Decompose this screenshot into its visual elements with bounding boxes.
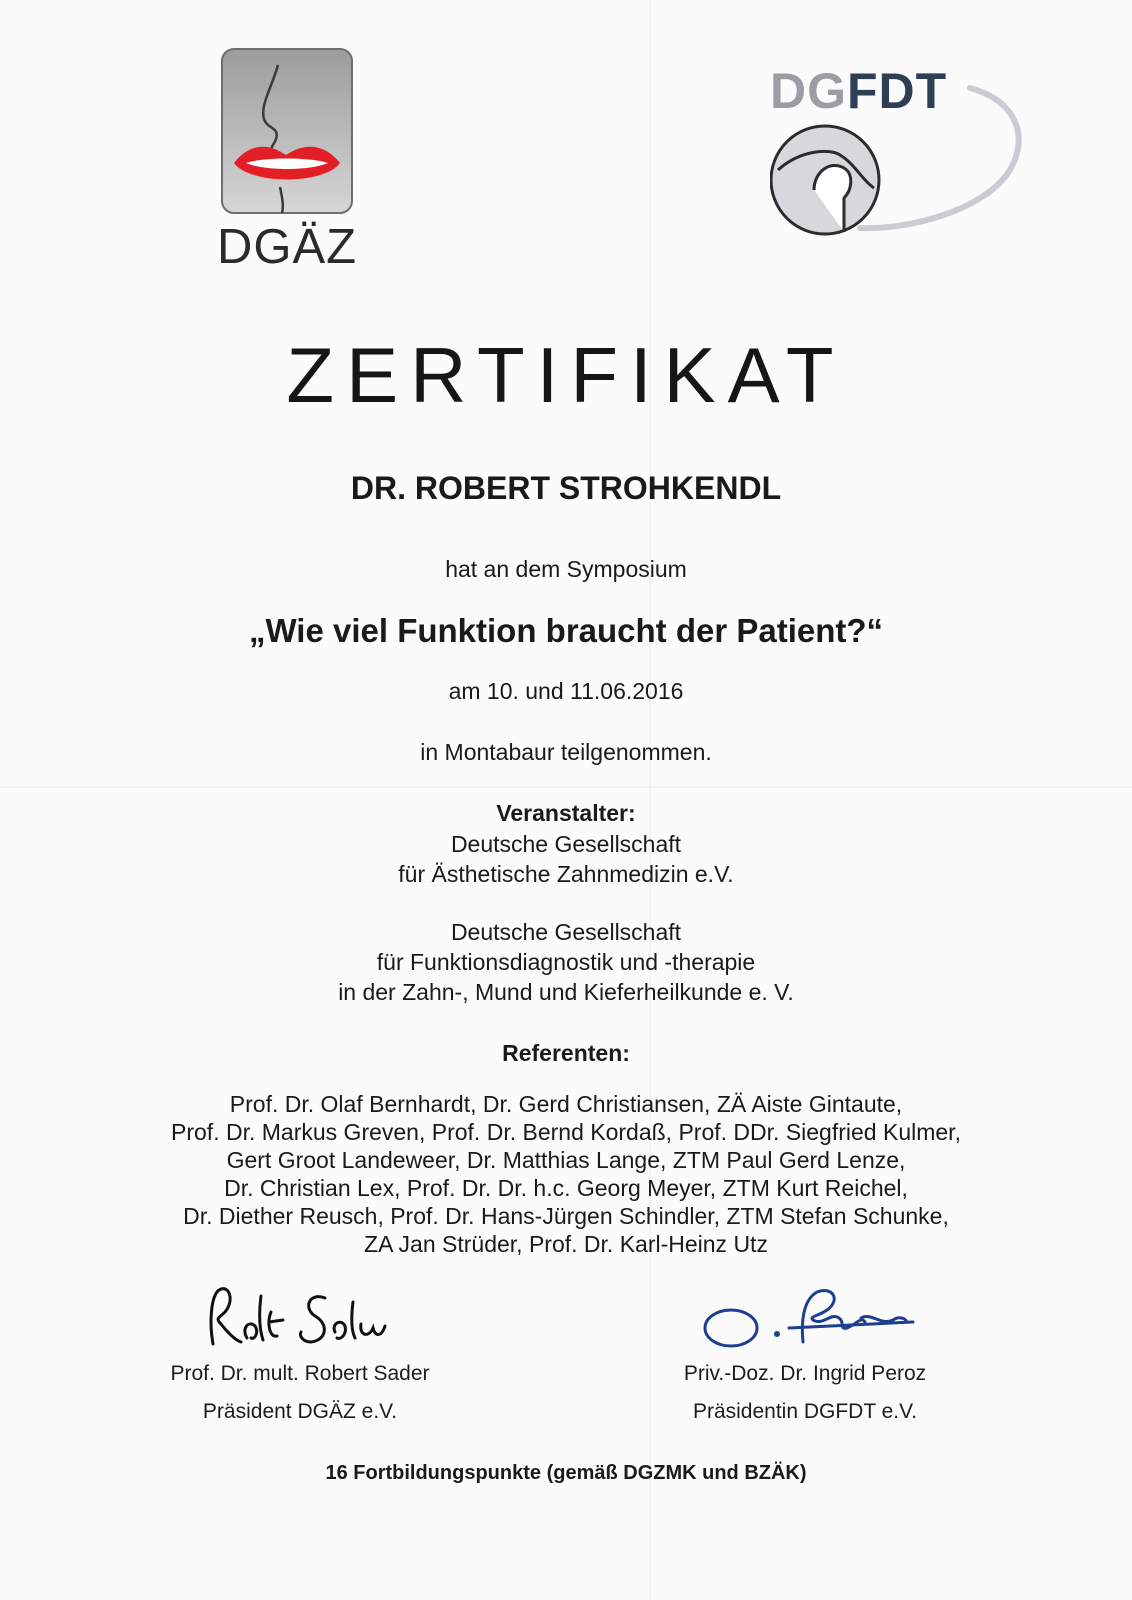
organizer-heading: Veranstalter: [496, 800, 636, 826]
dgfdt-jaw-joint-icon [770, 60, 1050, 250]
signature-sader [195, 1282, 405, 1358]
dgfdt-logo [770, 60, 1050, 250]
dgfdt-logo-text-dark: FDT [847, 63, 948, 119]
dgaez-logo-text: DGÄZ [216, 220, 358, 274]
signature-block-right [655, 1282, 955, 1424]
certificate-title: ZERTIFIKAT [286, 331, 846, 419]
dgaez-logo [212, 47, 362, 277]
signature-block-left [150, 1282, 450, 1424]
event-title: „Wie viel Funktion braucht der Patient?“ [248, 612, 884, 649]
speakers-heading: Referenten: [502, 1040, 630, 1066]
signer-left-role: Präsident DGÄZ e.V. [202, 1400, 398, 1423]
organizer-1-line-2: für Ästhetische Zahnmedizin e.V. [398, 861, 734, 887]
organizer-1-line-1: Deutsche Gesellschaft [450, 831, 682, 857]
speakers-line: Gert Groot Landeweer, Dr. Matthias Lange, ZTM Paul Gerd Lenze, [226, 1147, 906, 1173]
recipient-name: DR. ROBERT STROHKENDL [350, 470, 782, 506]
dgfdt-logo-text-gray: DG [770, 63, 847, 119]
speakers-line: Dr. Christian Lex, Prof. Dr. Dr. h.c. Georg Meyer, ZTM Kurt Reichel, [224, 1175, 908, 1201]
speakers-line: Prof. Dr. Olaf Bernhardt, Dr. Gerd Christiansen, ZÄ Aiste Gintaute, [229, 1091, 903, 1117]
dgaez-lips-icon [220, 47, 354, 217]
speakers-line: ZA Jan Strüder, Prof. Dr. Karl-Heinz Utz [364, 1231, 768, 1257]
speakers-line: Dr. Diether Reusch, Prof. Dr. Hans-Jürgen Schindler, ZTM Stefan Schunke, [183, 1203, 949, 1229]
intro-text: hat an dem Symposium [445, 556, 687, 582]
training-points-note: 16 Fortbildungspunkte (gemäß DGZMK und BZÄK) [325, 1462, 807, 1484]
event-date: am 10. und 11.06.2016 [448, 678, 684, 704]
organizer-2-line-1: Deutsche Gesellschaft [450, 919, 682, 945]
signer-right-role: Präsidentin DGFDT e.V. [692, 1400, 918, 1423]
organizer-2 [0, 918, 1132, 1006]
speakers-line: Prof. Dr. Markus Greven, Prof. Dr. Bernd Kordaß, Prof. DDr. Siegfried Kulmer, [171, 1119, 961, 1145]
organizer-2-line-2: für Funktionsdiagnostik und -therapie [376, 949, 756, 975]
organizer-2-line-3: in der Zahn-, Mund und Kieferheilkunde e. V. [338, 979, 794, 1005]
signer-left-name: Prof. Dr. mult. Robert Sader [170, 1362, 430, 1385]
event-location: in Montabaur teilgenommen. [420, 739, 712, 765]
organizer-1 [0, 830, 1132, 888]
paper-fold-horizontal [0, 786, 1132, 788]
signature-peroz [685, 1282, 925, 1358]
speakers-list [0, 1090, 1132, 1258]
signer-right-name: Priv.-Doz. Dr. Ingrid Peroz [683, 1362, 927, 1385]
